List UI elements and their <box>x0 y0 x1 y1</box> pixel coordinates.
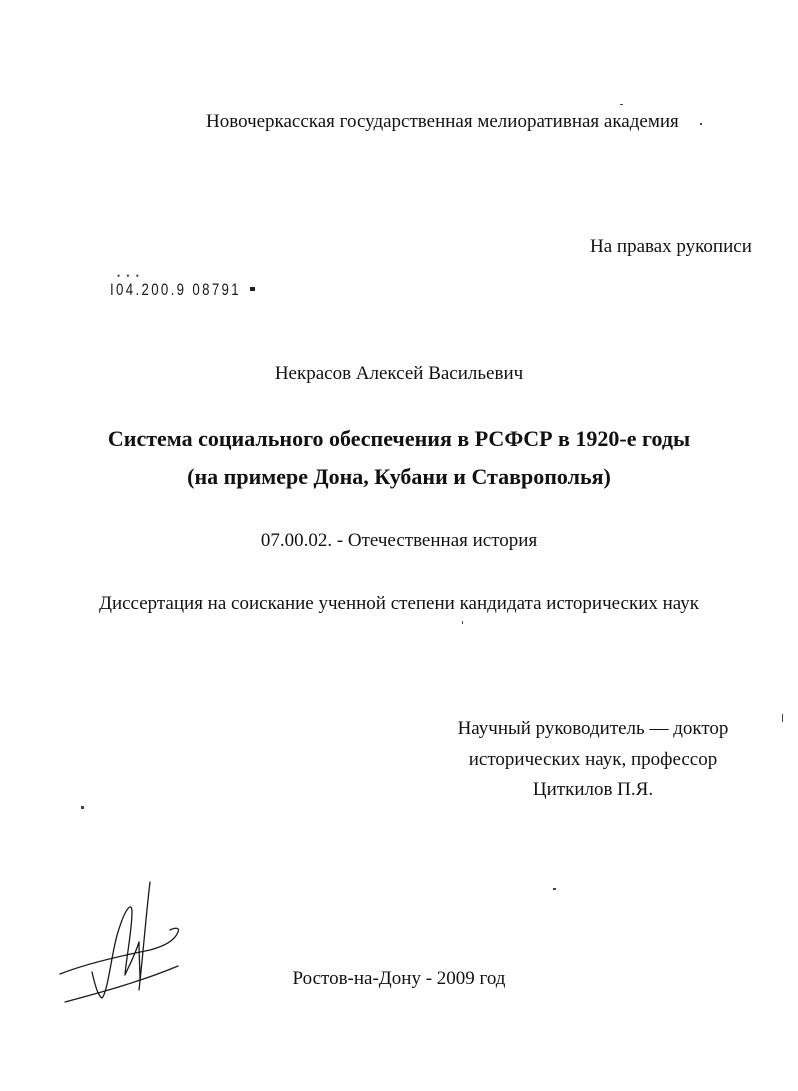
scan-speck <box>700 123 702 125</box>
scan-speck <box>620 104 623 105</box>
rights-note: На правах рукописи <box>590 236 752 257</box>
dissertation-title-line-1: Система социального обеспечения в РСФСР в 1920-е годы <box>107 426 691 451</box>
supervisor-line-1: Научный руководитель — доктор <box>457 718 729 739</box>
institution-name: Новочеркасская государственная мелиоративная академия <box>206 111 679 132</box>
catalog-stamp-mark <box>250 287 255 291</box>
scan-speck <box>81 806 84 809</box>
supervisor-name: Циткилов П.Я. <box>532 779 654 800</box>
catalog-stamp-dots: • • • <box>117 271 141 281</box>
specialty-code: 07.00.02. - Отечественная история <box>260 530 538 551</box>
dissertation-title-line-2: (на примере Дона, Кубани и Ставрополья) <box>187 464 611 489</box>
supervisor-line-2: исторических наук, профессор <box>468 749 718 770</box>
scan-speck <box>553 888 556 890</box>
author-name: Некрасов Алексей Васильевич <box>274 363 524 384</box>
signature-icon <box>40 860 220 1020</box>
scan-speck <box>782 714 783 722</box>
scan-speck <box>462 621 463 624</box>
city-year: Ростов-на-Дону - 2009 год <box>292 968 506 989</box>
catalog-number-stamp: I04.200.9 08791 <box>110 280 241 299</box>
degree-statement: Диссертация на соискание ученной степени кандидата исторических наук <box>98 593 700 614</box>
